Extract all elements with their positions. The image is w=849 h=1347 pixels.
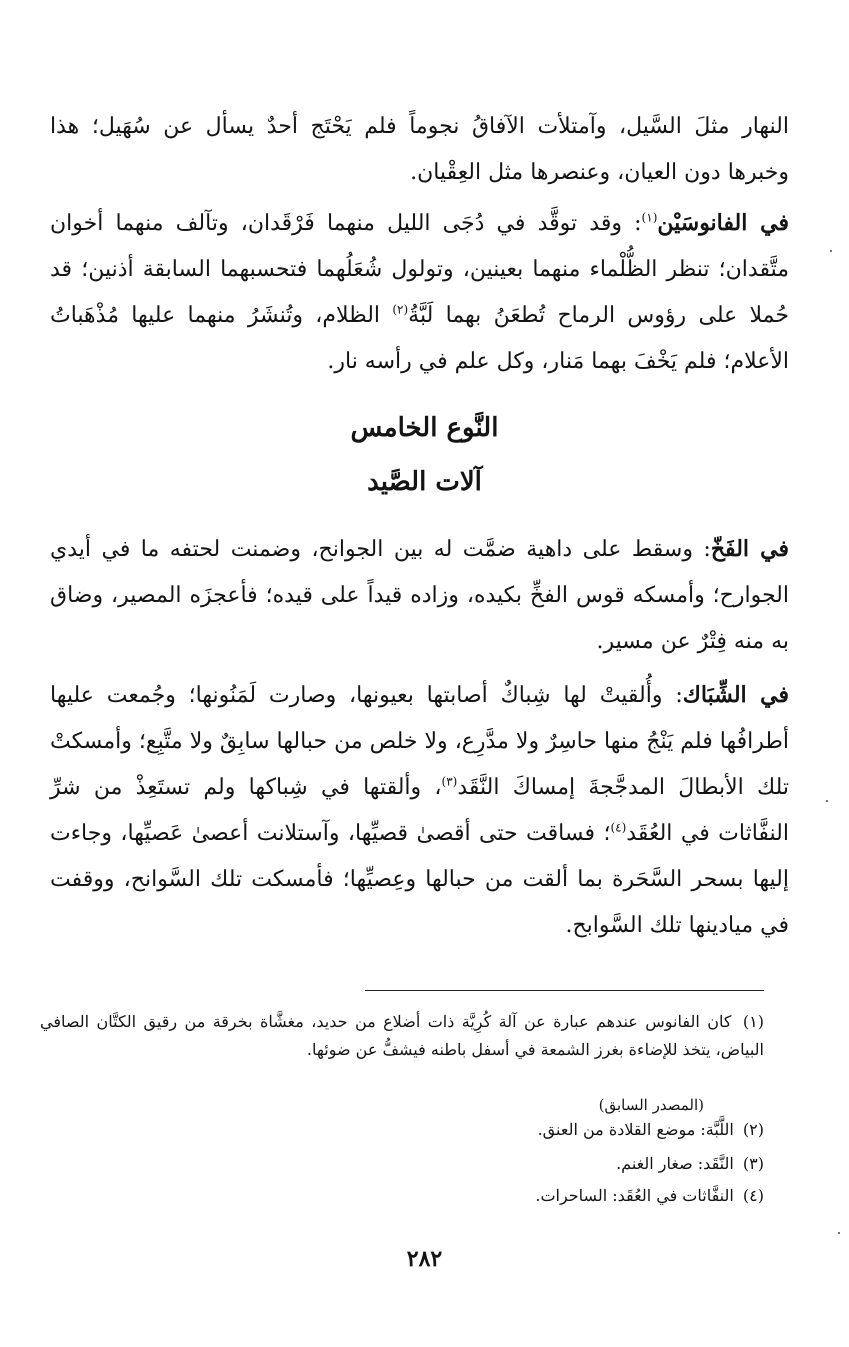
footnote-3-number: (٣) xyxy=(742,1154,764,1173)
footnote-ref-3[interactable]: (٣) xyxy=(441,774,458,789)
footnote-2-number: (٢) xyxy=(742,1120,764,1139)
footnote-1-source: (المصدر السابق) xyxy=(598,1096,704,1114)
section-heading: النَّوع الخامس xyxy=(350,413,499,443)
paragraph-lanterns-text-b: الظلام، وتُنشَرُ منهما عليها مُذْهَباتُ الأعلام؛ فلم يَخْفَ بهما مَنار، وكل علم في رأسه نار. xyxy=(50,303,789,374)
footnote-ref-2[interactable]: (٢) xyxy=(392,302,409,317)
scan-speck xyxy=(830,250,832,252)
footnote-2 xyxy=(40,1116,764,1144)
scan-speck xyxy=(838,1232,840,1234)
paragraph-trap xyxy=(50,526,789,665)
paragraph-opening xyxy=(50,104,789,196)
term-lanterns: في الفانوسَيْن xyxy=(657,210,790,236)
paragraph-trap-text: : وسقط على داهية ضمَّت له بين الجوانح، وضمنت لحتفه ما في أيدي الجوارح؛ وأمسكه قوس الفخِّ بكيده، وزاده قيداً على قيده؛ فأعجزَه المصير، وضاق به منه فِتْرٌ عن مسير. xyxy=(50,537,789,654)
footnote-4-number: (٤) xyxy=(742,1186,764,1205)
paragraph-nets-text-a: : وأُلقيتْ لها شِباكٌ أصابتها بعيونها، وصارت لَمَنُونها؛ وجُمعت عليها أطرافُها فلم يَنْجُ منها حاسِرٌ ولا مدَّرِع، ولا خلص من حبالها سابِقٌ ولا متَّبِع؛ وأمسكتْ تلك الأبطالَ المدجَّجةَ إمساكَ النَّقَد xyxy=(50,683,789,800)
footnote-4 xyxy=(40,1182,764,1210)
footnote-ref-1[interactable]: (١) xyxy=(641,210,658,225)
term-trap: في الفَخّ xyxy=(710,536,789,562)
footnote-4-text: النفَّاثات في العُقَد: الساحرات. xyxy=(535,1186,734,1205)
paragraph-nets xyxy=(50,672,789,949)
footnote-1 xyxy=(40,1008,764,1064)
subsection-heading: آلات الصَّيد xyxy=(367,467,482,497)
footnote-3 xyxy=(40,1150,764,1178)
footnote-divider xyxy=(365,990,764,991)
scan-speck xyxy=(826,800,828,802)
footnote-1-number: (١) xyxy=(742,1012,764,1031)
term-nets: في الشِّبَاك xyxy=(682,682,789,708)
paragraph-opening-text: النهار مثلَ السَّيل، وآمتلأت الآفاقُ نجوماً فلم يَحْتَج أحدٌ يسأل عن سُهَيل؛ هذا وخبرها دون العيان، وعنصرها مثل العِقْيان. xyxy=(50,114,789,185)
paragraph-lanterns xyxy=(50,200,789,385)
footnote-2-text: اللَّبَّة: موضع القلادة من العنق. xyxy=(537,1120,734,1139)
paragraph-lanterns-text-a: : وقد توقَّد في دُجَى الليل منهما فَرْقَدان، وتآلف منهما أخوان متَّقدان؛ تنظر الظُّلْماء منهما بعينين، وتولول شُعَلُهما فتحسبهما السابقة أذنين؛ قد حُملا على رؤوس الرماح تُطعَنُ بهما لَبَّةُ xyxy=(50,211,789,328)
paragraph-nets-text-b: ، وألقتها في شِباكها ولم تستَعِذْ من شرِّ النفَّاثات في العُقَد xyxy=(50,775,789,846)
page-number: ٢٨٢ xyxy=(406,1246,443,1272)
footnote-1-text: كان الفانوس عندهم عبارة عن آلة كُرِيَّة ذات أضلاع من حديد، مغشَّاة بخرقة من رقيق الكتَّان الصافي البياض، يتخذ للإضاءة بغرز الشمعة في أسفل باطنه فيشفُّ عن ضوئها. xyxy=(40,1012,764,1059)
footnote-ref-4[interactable]: (٤) xyxy=(610,820,627,835)
footnote-3-text: النَّقَد: صغار الغنم. xyxy=(616,1154,734,1173)
paragraph-nets-text-c: ؛ فساقت حتى أقصىٰ قصيِّها، وآستلانت أعصىٰ عَصيِّها، وجاءت إليها بسحر السَّحَرة بما ألقت من حبالها وعِصيِّها؛ فأمسكت تلك السَّوانح، ووقفت في ميادينها تلك السَّوابح. xyxy=(50,821,789,938)
